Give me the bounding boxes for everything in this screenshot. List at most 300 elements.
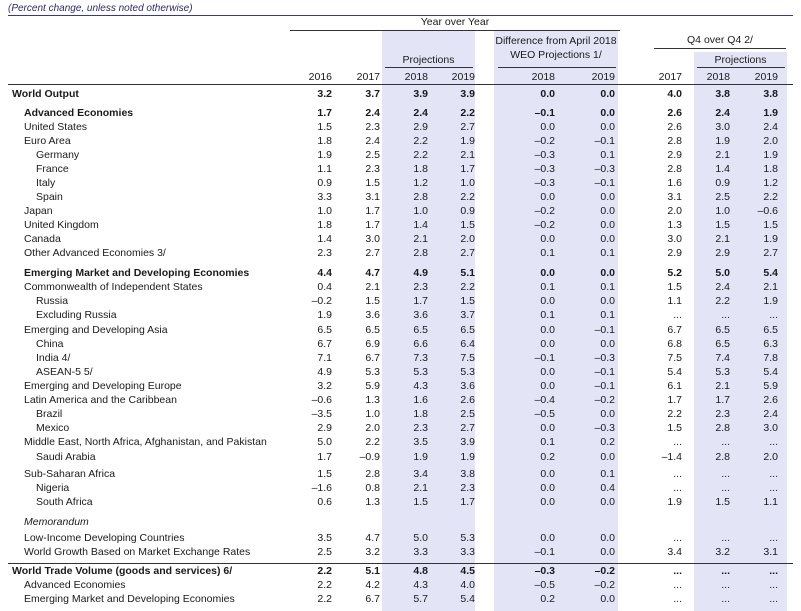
row-value: 1.5 (317, 121, 332, 133)
row-value: –0.1 (594, 177, 615, 189)
row-value: 2.0 (667, 205, 682, 217)
row-label: Latin America and the Caribbean (24, 394, 177, 406)
row-value: 2.8 (413, 191, 428, 203)
row-value: 4.9 (413, 267, 428, 279)
table-row (0, 107, 801, 121)
row-value: 7.1 (317, 352, 332, 364)
row-value: –0.1 (594, 324, 615, 336)
row-value: 2.1 (460, 149, 475, 161)
row-value: 1.9 (715, 135, 730, 147)
table-row (0, 532, 801, 546)
row-value: 0.0 (540, 380, 555, 392)
row-value: 4.9 (317, 366, 332, 378)
row-label: Excluding Russia (36, 309, 117, 321)
row-value: 3.5 (413, 436, 428, 448)
table-row (0, 88, 801, 102)
row-value: 4.3 (413, 380, 428, 392)
row-value: 1.9 (763, 149, 778, 161)
row-value: 2.2 (763, 191, 778, 203)
row-value: ... (769, 482, 778, 494)
row-value: 2.1 (413, 482, 428, 494)
row-value: ... (721, 532, 730, 544)
row-value: 2.9 (667, 247, 682, 259)
row-value: 7.4 (715, 352, 730, 364)
row-value: 3.1 (667, 191, 682, 203)
row-value: 5.0 (715, 267, 730, 279)
row-value: 5.3 (715, 366, 730, 378)
row-value: 1.4 (413, 219, 428, 231)
col-year: 2017 (356, 71, 380, 83)
row-value: 2.2 (317, 565, 332, 577)
row-value: 1.0 (365, 408, 380, 420)
row-value: 0.4 (317, 281, 332, 293)
table-row (0, 177, 801, 191)
row-label: Middle East, North Africa, Afghanistan, and Pakistan (24, 436, 267, 448)
row-value: 6.7 (365, 352, 380, 364)
row-value: 4.7 (365, 532, 380, 544)
row-value: 2.8 (715, 451, 730, 463)
row-label: World Growth Based on Market Exchange Rates (24, 546, 251, 558)
row-value: 2.8 (365, 468, 380, 480)
row-value: 2.3 (715, 408, 730, 420)
row-value: 2.2 (317, 579, 332, 591)
row-value: 1.9 (317, 149, 332, 161)
row-value: 3.8 (715, 88, 730, 100)
row-value: 0.0 (600, 233, 615, 245)
row-value: 0.1 (600, 309, 615, 321)
row-value: 3.7 (365, 88, 380, 100)
header-bottom-rule (8, 84, 793, 85)
q4-rule (654, 48, 786, 49)
row-label: France (36, 163, 69, 175)
row-value: 3.3 (460, 546, 475, 558)
row-value: 0.0 (540, 482, 555, 494)
row-value: 1.7 (413, 295, 428, 307)
row-value: 1.5 (667, 281, 682, 293)
row-value: 4.7 (365, 267, 380, 279)
row-value: 0.0 (600, 88, 615, 100)
row-value: 1.5 (715, 496, 730, 508)
row-value: 5.9 (365, 380, 380, 392)
row-value: 0.0 (600, 338, 615, 350)
row-value: 3.4 (413, 468, 428, 480)
row-value: ... (769, 579, 778, 591)
row-value: 6.7 (365, 593, 380, 605)
table-row (0, 380, 801, 394)
row-value: 6.5 (460, 324, 475, 336)
row-value: 2.5 (317, 546, 332, 558)
table-row (0, 579, 801, 593)
row-value: 0.0 (600, 593, 615, 605)
row-value: ... (673, 579, 682, 591)
row-value: 2.1 (715, 149, 730, 161)
row-value: 2.6 (667, 121, 682, 133)
row-value: 7.5 (667, 352, 682, 364)
row-value: –0.3 (594, 163, 615, 175)
row-value: 5.3 (365, 366, 380, 378)
row-value: 5.1 (365, 565, 380, 577)
row-value: ... (769, 468, 778, 480)
row-label: Spain (36, 191, 63, 203)
row-value: 0.0 (600, 408, 615, 420)
row-value: 0.1 (600, 247, 615, 259)
row-value: 2.1 (715, 380, 730, 392)
row-value: 3.6 (413, 309, 428, 321)
table-row (0, 309, 801, 323)
row-value: 1.1 (667, 295, 682, 307)
row-value: 1.4 (317, 233, 332, 245)
row-value: 3.2 (317, 380, 332, 392)
row-value: 2.0 (460, 233, 475, 245)
row-value: 2.9 (413, 121, 428, 133)
row-value: ... (673, 436, 682, 448)
row-value: ... (673, 593, 682, 605)
row-value: 2.7 (460, 247, 475, 259)
row-value: –0.2 (534, 135, 555, 147)
row-value: 4.0 (460, 579, 475, 591)
row-value: 6.5 (365, 324, 380, 336)
row-value: 4.3 (413, 579, 428, 591)
row-value: 5.7 (413, 593, 428, 605)
table-row (0, 205, 801, 219)
row-value: 2.6 (763, 394, 778, 406)
row-value: 1.8 (763, 163, 778, 175)
row-label: Germany (36, 149, 80, 161)
row-label: Japan (24, 205, 53, 217)
row-value: 1.1 (317, 163, 332, 175)
row-value: –0.3 (534, 149, 555, 161)
row-value: 5.2 (667, 267, 682, 279)
table-row (0, 482, 801, 496)
row-value: –0.1 (594, 135, 615, 147)
row-value: 2.9 (317, 422, 332, 434)
row-value: 2.3 (413, 281, 428, 293)
row-label: Russia (36, 295, 69, 307)
q4-projections-header: Projections (714, 54, 767, 66)
table-row (0, 352, 801, 366)
row-value: 3.1 (365, 191, 380, 203)
row-value: 0.0 (600, 267, 615, 279)
row-label: China (36, 338, 64, 350)
row-value: 2.3 (317, 247, 332, 259)
row-value: ... (769, 532, 778, 544)
row-value: 1.7 (460, 496, 475, 508)
row-value: 2.1 (413, 233, 428, 245)
row-value: 5.4 (763, 366, 778, 378)
row-value: 0.0 (540, 366, 555, 378)
row-label: Brazil (36, 408, 63, 420)
row-label: World Trade Volume (goods and services) 6/ (12, 565, 233, 577)
row-value: 1.0 (460, 177, 475, 189)
row-label: Commonwealth of Independent States (24, 281, 203, 293)
row-label: Saudi Arabia (36, 451, 96, 463)
row-value: 1.2 (413, 177, 428, 189)
table-row (0, 191, 801, 205)
row-value: 3.7 (460, 309, 475, 321)
row-value: 4.0 (667, 88, 682, 100)
row-value: 0.2 (540, 593, 555, 605)
row-value: 1.5 (460, 295, 475, 307)
row-value: 2.8 (413, 247, 428, 259)
row-value: 1.9 (413, 451, 428, 463)
q4-projections-rule (697, 67, 785, 68)
col-year: 2019 (591, 71, 615, 83)
row-value: 5.3 (460, 366, 475, 378)
row-value: 4.4 (317, 267, 332, 279)
row-value: 5.3 (413, 366, 428, 378)
row-value: 6.1 (667, 380, 682, 392)
row-value: 3.8 (763, 88, 778, 100)
table-row (0, 593, 801, 607)
row-value: 5.9 (763, 380, 778, 392)
row-value: 0.6 (317, 496, 332, 508)
col-year: 2016 (308, 71, 332, 83)
row-value: 0.0 (540, 121, 555, 133)
row-value: 0.0 (540, 532, 555, 544)
row-value: –0.2 (534, 219, 555, 231)
col-year: 2018 (706, 71, 730, 83)
row-value: 2.7 (460, 121, 475, 133)
row-value: 2.7 (460, 422, 475, 434)
projections-rule (385, 67, 473, 68)
row-value: 6.7 (317, 338, 332, 350)
row-value: 1.5 (460, 219, 475, 231)
row-value: 2.8 (667, 135, 682, 147)
row-value: 1.8 (317, 219, 332, 231)
row-value: –0.6 (757, 205, 778, 217)
table-note: (Percent change, unless noted otherwise) (8, 3, 193, 14)
row-value: 2.2 (365, 436, 380, 448)
row-value: 0.1 (600, 149, 615, 161)
col-year: 2018 (404, 71, 428, 83)
row-value: 5.4 (763, 267, 778, 279)
row-value: 2.5 (460, 408, 475, 420)
row-value: –1.4 (661, 451, 682, 463)
table-row (0, 565, 801, 579)
row-value: 5.4 (667, 366, 682, 378)
row-value: 2.4 (365, 107, 380, 119)
row-value: 4.2 (365, 579, 380, 591)
table-row (0, 295, 801, 309)
year-header-row (0, 71, 801, 85)
row-value: 0.0 (600, 496, 615, 508)
row-value: 0.0 (540, 422, 555, 434)
row-value: 1.0 (317, 205, 332, 217)
row-value: 1.3 (667, 219, 682, 231)
row-value: ... (721, 468, 730, 480)
row-value: 3.4 (667, 546, 682, 558)
row-value: ... (673, 309, 682, 321)
row-value: 6.7 (667, 324, 682, 336)
row-value: 1.9 (763, 233, 778, 245)
table-row (0, 324, 801, 338)
row-value: 3.6 (365, 309, 380, 321)
table-row (0, 338, 801, 352)
row-value: 0.1 (600, 281, 615, 293)
row-value: 0.0 (600, 191, 615, 203)
row-value: 1.7 (715, 394, 730, 406)
row-value: 1.9 (460, 451, 475, 463)
col-year: 2019 (754, 71, 778, 83)
row-value: 2.2 (460, 281, 475, 293)
row-value: –0.1 (594, 366, 615, 378)
table-row (0, 149, 801, 163)
row-value: 1.5 (763, 219, 778, 231)
row-value: 2.4 (413, 107, 428, 119)
row-value: 0.1 (540, 281, 555, 293)
row-value: 1.6 (413, 394, 428, 406)
row-value: 6.5 (763, 324, 778, 336)
row-value: 1.7 (460, 163, 475, 175)
row-label: ASEAN-5 5/ (36, 366, 93, 378)
row-value: 0.0 (540, 295, 555, 307)
row-value: 2.6 (460, 394, 475, 406)
row-value: ... (769, 436, 778, 448)
row-value: –0.2 (594, 394, 615, 406)
row-label: Euro Area (24, 135, 71, 147)
row-value: –0.2 (594, 579, 615, 591)
row-label: United Kingdom (24, 219, 99, 231)
row-value: ... (721, 579, 730, 591)
row-value: 3.2 (317, 88, 332, 100)
table-row (0, 121, 801, 135)
row-value: 3.9 (460, 88, 475, 100)
row-value: 0.0 (600, 532, 615, 544)
row-label: United States (24, 121, 88, 133)
row-value: ... (769, 309, 778, 321)
row-value: 1.8 (413, 408, 428, 420)
row-value: –0.5 (534, 408, 555, 420)
row-value: 0.0 (540, 233, 555, 245)
table-row (0, 394, 801, 408)
row-value: 2.3 (365, 163, 380, 175)
row-value: 2.2 (667, 408, 682, 420)
row-value: –0.3 (594, 352, 615, 364)
row-value: 6.5 (715, 324, 730, 336)
table-row (0, 233, 801, 247)
row-value: –0.3 (534, 177, 555, 189)
row-value: 5.3 (460, 532, 475, 544)
row-value: 1.5 (317, 468, 332, 480)
row-value: 2.0 (763, 135, 778, 147)
table-row (0, 408, 801, 422)
row-value: 1.9 (763, 107, 778, 119)
row-label: Canada (24, 233, 61, 245)
row-value: 7.8 (763, 352, 778, 364)
row-value: 2.9 (667, 149, 682, 161)
row-value: 3.3 (317, 191, 332, 203)
row-value: 2.9 (715, 247, 730, 259)
table-row (0, 219, 801, 233)
row-label: Emerging Market and Developing Economies (24, 593, 235, 605)
row-value: –0.2 (534, 205, 555, 217)
row-label: Advanced Economies (24, 579, 126, 591)
row-label: Low-Income Developing Countries (24, 532, 185, 544)
row-label: World Output (12, 88, 79, 100)
row-value: 2.4 (763, 408, 778, 420)
row-label: Sub-Saharan Africa (24, 468, 116, 480)
row-label: Emerging Market and Developing Economies (24, 267, 250, 279)
row-value: 0.4 (600, 482, 615, 494)
row-value: 0.0 (540, 88, 555, 100)
row-value: 1.8 (413, 163, 428, 175)
row-value: 2.8 (667, 163, 682, 175)
row-value: –0.2 (311, 295, 332, 307)
row-value: 3.3 (413, 546, 428, 558)
difference-header (494, 34, 618, 62)
row-value: 3.0 (667, 233, 682, 245)
row-value: 7.3 (413, 352, 428, 364)
row-value: 0.0 (540, 338, 555, 350)
row-value: –0.3 (534, 565, 555, 577)
row-value: 1.3 (365, 394, 380, 406)
row-value: ... (721, 309, 730, 321)
row-value: 0.0 (540, 191, 555, 203)
row-value: 5.0 (413, 532, 428, 544)
row-value: 3.9 (460, 436, 475, 448)
row-value: 2.5 (715, 191, 730, 203)
row-value: 1.7 (317, 107, 332, 119)
row-value: 0.0 (540, 324, 555, 336)
row-value: 0.9 (317, 177, 332, 189)
row-value: 1.2 (763, 177, 778, 189)
row-value: 1.3 (365, 496, 380, 508)
difference-header-text: Difference from April 2018 WEO Projections 1/ (495, 35, 617, 61)
row-value: 1.9 (317, 309, 332, 321)
row-value: –0.4 (534, 394, 555, 406)
row-value: 4.8 (413, 565, 428, 577)
row-value: 0.8 (365, 482, 380, 494)
row-value: 2.4 (715, 281, 730, 293)
table-row (0, 422, 801, 436)
row-value: 0.0 (540, 496, 555, 508)
row-value: –0.1 (534, 352, 555, 364)
row-value: 1.7 (365, 205, 380, 217)
row-value: 3.0 (365, 233, 380, 245)
row-value: 2.2 (413, 135, 428, 147)
row-value: ... (673, 565, 682, 577)
table-row (0, 281, 801, 295)
row-label: Emerging and Developing Europe (24, 380, 182, 392)
row-label: Italy (36, 177, 56, 189)
row-value: 1.7 (667, 394, 682, 406)
row-value: ... (721, 436, 730, 448)
row-value: –1.6 (311, 482, 332, 494)
row-value: ... (673, 532, 682, 544)
row-value: ... (673, 482, 682, 494)
row-value: 0.0 (600, 219, 615, 231)
row-value: 2.3 (365, 121, 380, 133)
row-value: 2.5 (365, 149, 380, 161)
row-value: –0.5 (534, 579, 555, 591)
row-value: 6.5 (715, 338, 730, 350)
row-value: 6.9 (365, 338, 380, 350)
row-value: –0.9 (359, 451, 380, 463)
row-value: ... (769, 565, 778, 577)
row-label: South Africa (36, 496, 93, 508)
row-value: 0.1 (600, 468, 615, 480)
row-value: 1.4 (715, 163, 730, 175)
row-value: 0.2 (600, 436, 615, 448)
row-label: India 4/ (36, 352, 71, 364)
row-value: –0.1 (594, 380, 615, 392)
row-value: 2.8 (715, 422, 730, 434)
row-value: 3.0 (715, 121, 730, 133)
row-value: 7.5 (460, 352, 475, 364)
row-value: 2.3 (413, 422, 428, 434)
row-value: 5.0 (317, 436, 332, 448)
row-value: 1.9 (460, 135, 475, 147)
